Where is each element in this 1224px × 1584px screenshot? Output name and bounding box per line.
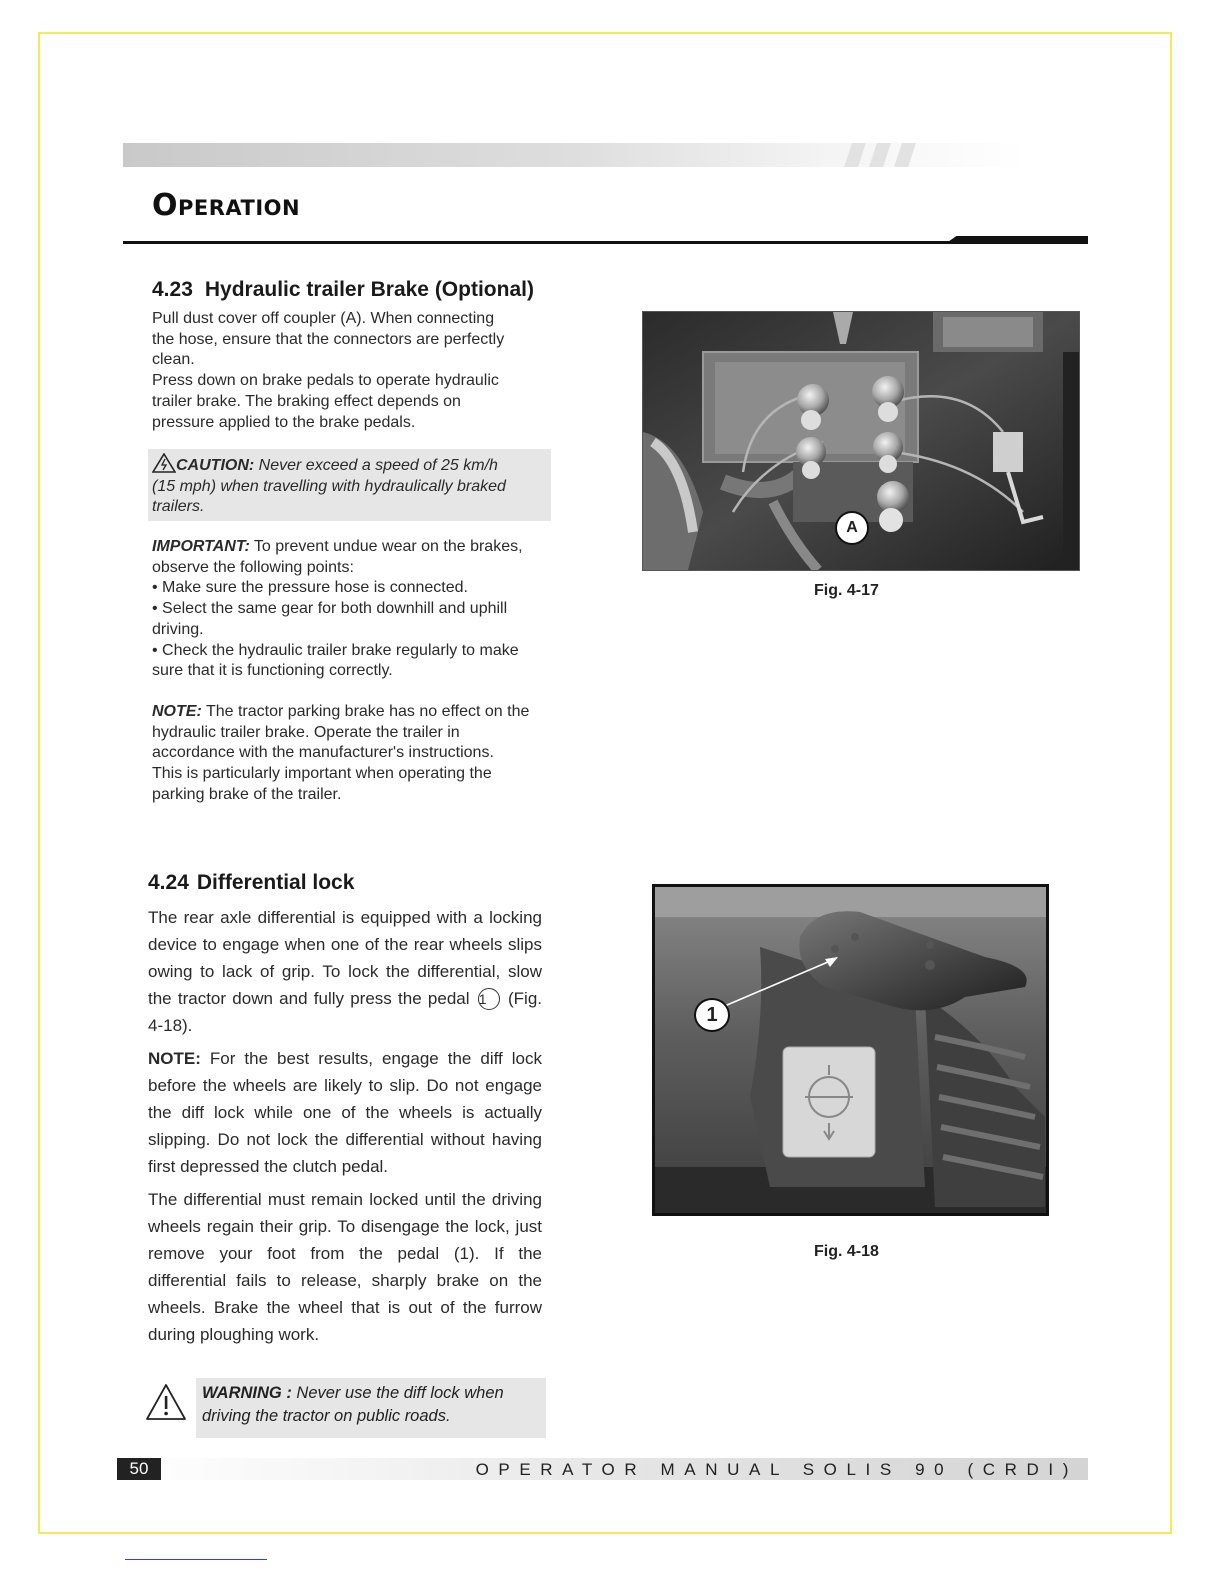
- text-line: Pull dust cover off coupler (A). When connecting: [152, 310, 495, 327]
- text-line: The rear axle differential is equipped with a locking device to engage when one of the rear wheels slips owing to lack of grip. To lock the differential, slow the tractor down and fully press the pedal: [148, 908, 542, 1008]
- diff-lock-note: [148, 1045, 542, 1180]
- callout-1: [694, 998, 730, 1032]
- text-line: The tractor parking brake has no effect on the: [201, 703, 530, 720]
- section-heading: Operation: [152, 188, 301, 223]
- text-line: driving.: [152, 620, 204, 638]
- header-rule: [123, 241, 1088, 244]
- heading-number: 4.24: [148, 871, 189, 894]
- caution-label: CAUTION:: [176, 457, 255, 474]
- text-line: Press down on brake pedals to operate hydraulic: [152, 372, 499, 390]
- figure-4-17-photo: [642, 311, 1080, 571]
- warning-icon: [145, 1383, 187, 1421]
- text-line: Never exceed a speed of 25 km/h: [254, 457, 498, 474]
- bullet-item: • Check the hydraulic trailer brake regularly to make: [152, 641, 519, 659]
- manual-title: OPERATOR MANUAL SOLIS 90 (CRDI): [475, 1460, 1078, 1479]
- text-line: the hose, ensure that the connectors are perfectly: [152, 330, 505, 348]
- text-line: observe the following points:: [152, 558, 354, 576]
- heading-number: 4.23: [152, 278, 193, 301]
- note-paragraph: [152, 702, 582, 806]
- heading-4-23: [152, 278, 534, 302]
- diff-lock-release-paragraph: The differential must remain locked until the driving wheels regain their grip. To disengage the lock, just remove your foot from the pedal (1). If the differential fails to release, sharply brake on the wheels. Brake the wheel that is out of the furrow during ploughing work.: [148, 1190, 542, 1344]
- text-line: parking brake of the trailer.: [152, 785, 342, 803]
- page-number: 50: [117, 1458, 161, 1480]
- diff-lock-paragraph: [148, 904, 542, 1039]
- bullet-item: • Make sure the pressure hose is connected.: [152, 579, 468, 597]
- warning-body: Never use the diff lock when driving the tractor on public roads.: [202, 1384, 504, 1425]
- text-line: accordance with the manufacturer's instructions.: [152, 744, 494, 762]
- important-paragraph: [152, 537, 572, 682]
- text-line: sure that it is functioning correctly.: [152, 662, 393, 680]
- note-text: For the best results, engage the diff lock before the wheels are likely to slip. Do not engage the diff lock while one of the wheels is actually slipping. Do not lock the differential without having first depressed the clutch pedal.: [148, 1049, 542, 1176]
- caution-text: [152, 453, 547, 518]
- text-line: hydraulic trailer brake. Operate the trailer in: [152, 723, 460, 741]
- note-label: NOTE:: [148, 1049, 201, 1068]
- text-line: clean.: [152, 351, 195, 369]
- header-rule-tab: [945, 236, 1088, 244]
- text-line: trailer brake. The braking effect depends on: [152, 392, 461, 410]
- text-line: trailers.: [152, 498, 205, 516]
- pedal-number-circle: 1: [478, 988, 500, 1010]
- callout-label: A: [846, 519, 858, 536]
- figure-4-17-caption: Fig. 4-17: [814, 582, 879, 599]
- text-line: (15 mph) when travelling with hydraulically braked: [152, 477, 506, 495]
- caution-icon: [152, 453, 176, 473]
- callout-a: [835, 511, 869, 545]
- text-line: To prevent undue wear on the brakes,: [249, 538, 523, 555]
- text-line: This is particularly important when operating the: [152, 765, 492, 783]
- warning-text: [202, 1382, 542, 1428]
- bullet-item: • Select the same gear for both downhill and uphill: [152, 600, 508, 618]
- important-label: IMPORTANT:: [152, 538, 250, 555]
- heading-4-24: [148, 871, 354, 895]
- header-band: [123, 143, 1028, 167]
- note-label: NOTE:: [152, 703, 202, 720]
- callout-label: 1: [706, 1004, 718, 1026]
- heading-title: Hydraulic trailer Brake (Optional): [204, 278, 534, 301]
- text-line: pressure applied to the brake pedals.: [152, 413, 416, 431]
- bottom-link-line: [125, 1559, 267, 1560]
- text-line: (Fig. 4-18).: [148, 989, 543, 1035]
- trailer-brake-paragraph: [152, 309, 572, 433]
- figure-4-18-caption: Fig. 4-18: [814, 1243, 879, 1260]
- warning-label: WARNING :: [202, 1384, 292, 1402]
- heading-title: Differential lock: [196, 871, 355, 894]
- figure-4-18-photo: [652, 884, 1049, 1216]
